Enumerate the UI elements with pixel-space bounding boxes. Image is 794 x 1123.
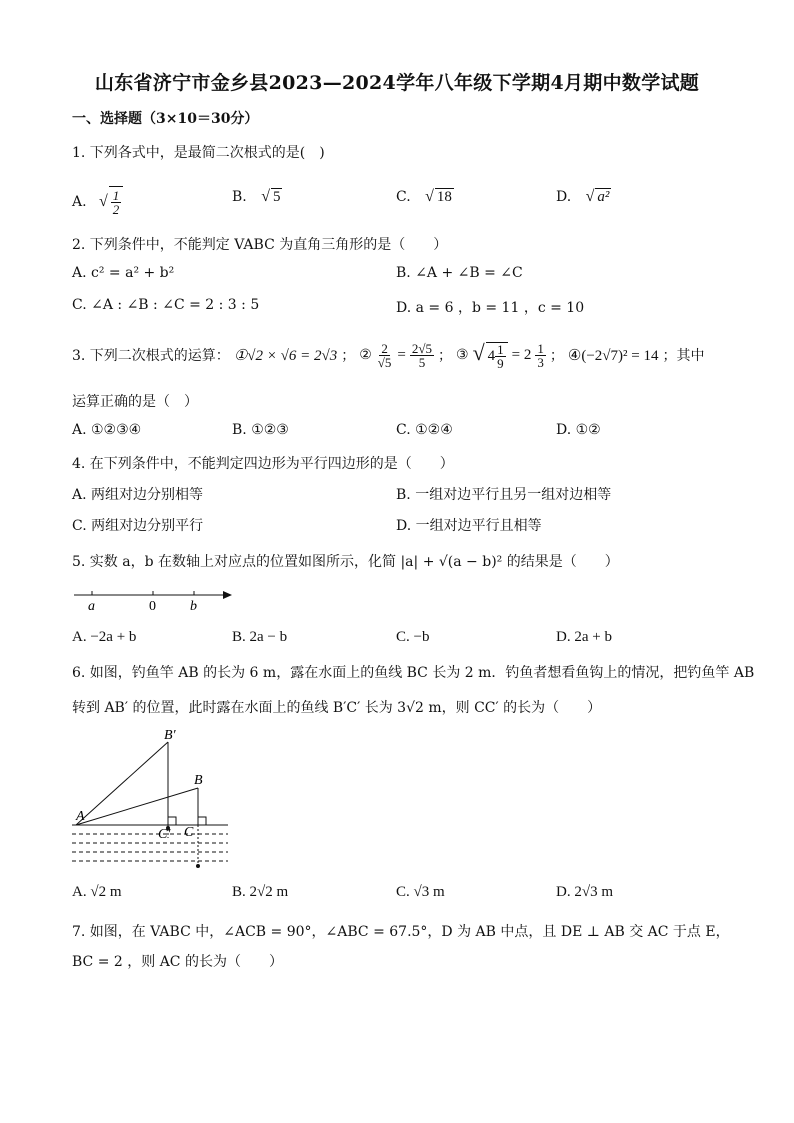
point-C: C	[184, 825, 194, 840]
q3-op3-eq: = 2	[511, 346, 532, 363]
q1-option-a-label: A.	[72, 193, 87, 210]
q6-stem-line1: 6. 如图，钓鱼竿 AB 的长为 6 m，露在水面上的鱼线 BC 长为 2 m．钓鱼者想看鱼钩上的情况，把钓鱼竿 AB	[72, 665, 755, 681]
q6-option-d: D. 2√3 m	[556, 884, 613, 900]
q3-op3-fn: 1	[497, 342, 504, 358]
section-heading: 一、选择题（3×10＝30分）	[72, 111, 259, 127]
q3-op1: ①√2 × √6 = 2√3	[233, 347, 338, 364]
q1-option-c-label: C.	[396, 189, 411, 205]
q3-stem-start: 3. 下列二次根式的运算：	[72, 348, 230, 365]
q4-option-d: D. 一组对边平行且相等	[396, 518, 542, 534]
number-line-arrow	[223, 591, 232, 599]
q6-stem-line2: 转到 AB′ 的位置，此时露在水面上的鱼线 B′C′ 长为 3√2 m，则 CC′ 的长为（ ）	[72, 700, 602, 716]
q1-a-numerator: 1	[112, 188, 120, 203]
point-B: B	[194, 773, 203, 788]
q1-option-d-label: D.	[556, 189, 572, 205]
q6-option-b: B. 2√2 m	[232, 884, 289, 900]
q5-option-c: C. −b	[396, 629, 430, 645]
q2-option-c: C. ∠A : ∠B : ∠C = 2 : 3 : 5	[72, 297, 260, 313]
q6-option-c: C. √3 m	[396, 884, 445, 900]
q2-option-b: B. ∠A + ∠B = ∠C	[396, 265, 523, 281]
q3-op2-den: √5	[377, 354, 392, 370]
q3-option-d: D. ①②	[556, 422, 601, 438]
q3-op2-eq: =	[397, 346, 406, 363]
q5-stem: 5. 实数 a，b 在数轴上对应点的位置如图所示，化简 |a| + √(a − b)² 的结果是（ ）	[72, 554, 619, 570]
q3-stem-line2: 运算正确的是（ ）	[72, 394, 198, 410]
q3-op3-rn: 1	[537, 340, 544, 356]
q4-option-c: C. 两组对边分别平行	[72, 518, 204, 534]
q7-stem-line2: BC = 2 ，则 AC 的长为（ ）	[72, 954, 283, 970]
q4-stem: 4. 在下列条件中，不能判定四边形为平行四边形的是（ ）	[72, 456, 454, 472]
q3-op2-num: 2	[381, 340, 388, 356]
q2-option-d: D. a = 6 ，b = 11 ，c = 10	[396, 300, 585, 316]
q3-op2-label: ②	[359, 347, 372, 364]
number-line-label-0: 0	[149, 599, 156, 614]
q3-stem-end: ；其中	[662, 348, 705, 365]
q3-op2-rnum: 2√5	[411, 340, 433, 356]
number-line-label-a: a	[88, 599, 95, 614]
q1-d-radicand: a²	[597, 189, 610, 205]
number-line-label-b: b	[190, 599, 197, 614]
q1-option-d: D. √ a²	[556, 188, 610, 205]
q3-option-c: C. ①②④	[396, 422, 453, 438]
q1-a-denominator: 2	[112, 202, 120, 217]
q2-stem: 2. 下列条件中，不能判定 VABC 为直角三角形的是（ ）	[72, 237, 448, 253]
q3-option-b: B. ①②③	[232, 422, 289, 438]
q1-option-b-label: B.	[232, 189, 247, 205]
q1-stem: 1. 下列各式中，是最简二次根式的是( )	[72, 145, 325, 161]
q3-op3-fd: 9	[497, 356, 504, 372]
point-C-prime: C′	[158, 827, 171, 842]
q2-option-a: A. c² = a² + b²	[72, 265, 175, 281]
q3-op3-label: ③	[456, 347, 469, 364]
q6-option-a: A. √2 m	[72, 884, 122, 900]
q3-op3-rd: 3	[537, 354, 544, 370]
point-B-prime: B′	[164, 728, 176, 743]
q5-option-b: B. 2a − b	[232, 629, 288, 645]
q3-option-a: A. ①②③④	[72, 422, 142, 438]
q1-b-radicand: 5	[272, 189, 281, 205]
q1-c-radicand: 18	[436, 189, 452, 205]
q4-option-b: B. 一组对边平行且另一组对边相等	[396, 487, 612, 503]
page-title: 山东省济宁市金乡县2023—2024学年八年级下学期4月期中数学试题	[94, 72, 700, 94]
q5-option-a: A. −2a + b	[72, 629, 137, 645]
q4-option-a: A. 两组对边分别相等	[72, 487, 204, 503]
q6-fishing-rod-diagram	[72, 722, 242, 874]
q1-option-c: C. √ 18	[396, 188, 452, 205]
q3-op2-rden: 5	[418, 354, 426, 370]
q5-number-line	[72, 585, 242, 619]
q1-option-a: A. √ $\frac{1}{2}$	[72, 186, 123, 216]
q3-op4: ④(−2√7)² = 14	[567, 347, 659, 364]
hook-c	[196, 864, 200, 868]
q7-stem-line1: 7. 如图，在 VABC 中，∠ACB = 90°，∠ABC = 67.5°，D 为 AB 中点，且 DE ⊥ AB 交 AC 于点 E，	[72, 924, 730, 940]
q3-op3-inner: 4	[487, 348, 496, 364]
q1-option-b: B. √ 5	[232, 188, 281, 205]
q5-option-d: D. 2a + b	[556, 629, 612, 645]
point-A: A	[76, 809, 85, 824]
q3-stem: 3. 下列二次根式的运算： ①√2 × √6 = 2√3 ； ② $\frac{2}{√5}$ = $\frac{2√5}{5}$ ； ③ √ 4 $\frac{1}{9}$ = 2 $\frac{1}{3}$ ； ④(−2√7)² = 14 ；其中	[72, 340, 705, 372]
